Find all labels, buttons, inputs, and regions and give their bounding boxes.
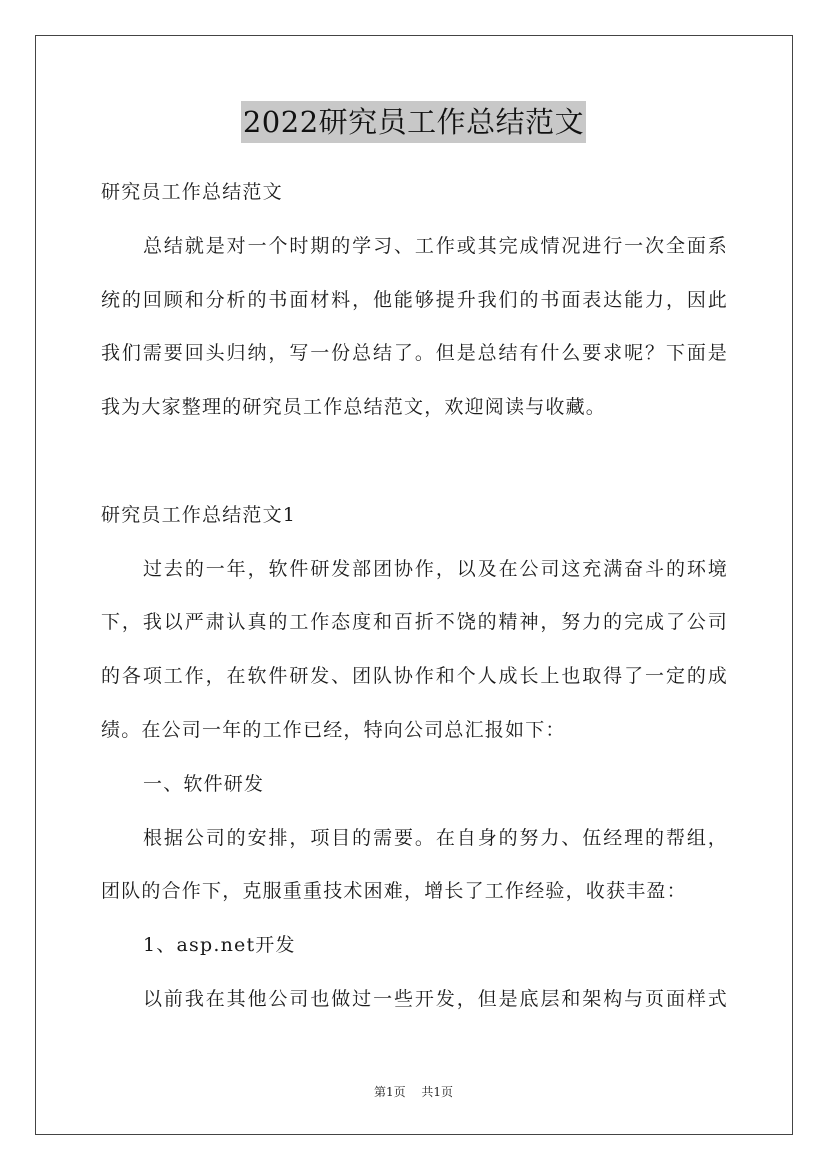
paragraph-line: 以前我在其他公司也做过一些开发，但是底层和架构与页面样式 — [143, 987, 728, 1010]
page-total: 共1页 — [421, 1085, 454, 1099]
list-item-heading: 1、asp.net开发 — [143, 934, 296, 957]
paragraph-line: 绩。在公司一年的工作已经，特向公司总汇报如下： — [101, 718, 566, 741]
paragraph-line: 统的回顾和分析的书面材料，他能够提升我们的书面表达能力，因此 — [101, 288, 728, 311]
paragraph-line: 团队的合作下，克服重重技术困难，增长了工作经验，收获丰盈： — [101, 880, 687, 903]
title-container — [0, 101, 827, 143]
page-footer — [0, 1083, 827, 1100]
section-heading: 研究员工作总结范文1 — [101, 503, 297, 526]
paragraph-line: 过去的一年，软件研发部团协作，以及在公司这充满奋斗的环境 — [143, 557, 728, 580]
paragraph-line: 我为大家整理的研究员工作总结范文，欢迎阅读与收藏。 — [101, 396, 607, 419]
document-body — [101, 170, 728, 1031]
blank-line — [101, 439, 728, 493]
subtitle-line: 研究员工作总结范文 — [101, 181, 283, 203]
paragraph-line: 我们需要回头归纳，写一份总结了。但是总结有什么要求呢？下面是 — [101, 342, 728, 365]
paragraph-line: 总结就是对一个时期的学习、工作或其完成情况进行一次全面系 — [143, 234, 728, 257]
page-number: 第1页 — [373, 1085, 406, 1099]
paragraph-line: 的各项工作，在软件研发、团队协作和个人成长上也取得了一定的成 — [101, 665, 728, 688]
paragraph-line: 下，我以严肃认真的工作态度和百折不饶的精神，努力的完成了公司 — [101, 611, 728, 634]
document-title: 2022研究员工作总结范文 — [241, 101, 586, 143]
paragraph-line: 根据公司的安排，项目的需要。在自身的努力、伍经理的帮组， — [143, 826, 728, 849]
subsection-heading: 一、软件研发 — [143, 772, 265, 795]
